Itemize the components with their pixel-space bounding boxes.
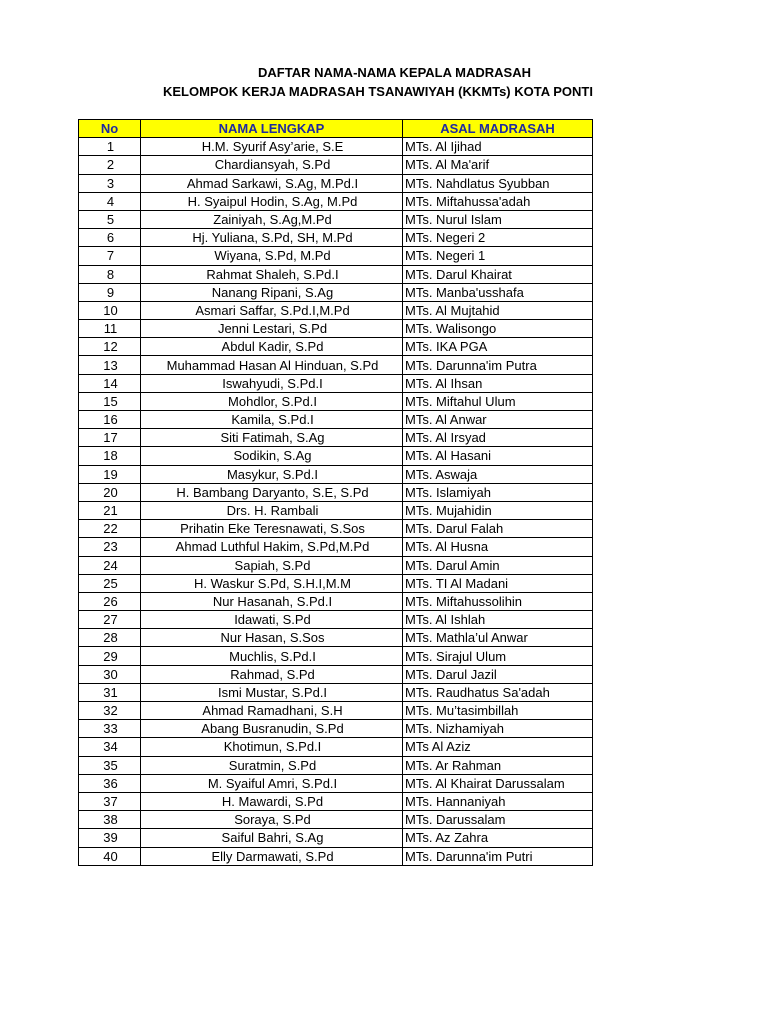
- row-number-cell: 35: [79, 756, 141, 774]
- table-row: [79, 447, 593, 465]
- madrasah-cell: MTs. Nahdlatus Syubban: [403, 174, 593, 192]
- row-number-cell: 6: [79, 229, 141, 247]
- full-name-cell: H. Syaipul Hodin, S.Ag, M.Pd: [141, 192, 403, 210]
- table-row: [79, 174, 593, 192]
- madrasah-cell: MTs. Al Khairat Darussalam: [403, 774, 593, 792]
- madrasah-cell: MTs. Darul Falah: [403, 520, 593, 538]
- document-title: DAFTAR NAMA-NAMA KEPALA MADRASAH: [258, 65, 531, 80]
- table-row: [79, 192, 593, 210]
- row-number-cell: 19: [79, 465, 141, 483]
- row-number-cell: 8: [79, 265, 141, 283]
- table-row: [79, 301, 593, 319]
- madrasah-cell: MTs. Negeri 1: [403, 247, 593, 265]
- row-number-cell: 1: [79, 138, 141, 156]
- full-name-cell: Drs. H. Rambali: [141, 501, 403, 519]
- table-row: [79, 210, 593, 228]
- full-name-cell: Rahmat Shaleh, S.Pd.I: [141, 265, 403, 283]
- full-name-cell: Rahmad, S.Pd: [141, 665, 403, 683]
- row-number-cell: 31: [79, 683, 141, 701]
- table-row: [79, 629, 593, 647]
- header-madrasah-origin: ASAL MADRASAH: [403, 120, 593, 138]
- full-name-cell: Jenni Lestari, S.Pd: [141, 320, 403, 338]
- table-row: [79, 283, 593, 301]
- full-name-cell: H.M. Syurif Asy’arie, S.E: [141, 138, 403, 156]
- row-number-cell: 38: [79, 811, 141, 829]
- full-name-cell: Prihatin Eke Teresnawati, S.Sos: [141, 520, 403, 538]
- table-row: [79, 702, 593, 720]
- madrasah-cell: MTs. Mujahidin: [403, 501, 593, 519]
- full-name-cell: Siti Fatimah, S.Ag: [141, 429, 403, 447]
- row-number-cell: 28: [79, 629, 141, 647]
- madrasah-cell: MTs. Mu’tasimbillah: [403, 702, 593, 720]
- madrasah-cell: MTs. Manba'usshafa: [403, 283, 593, 301]
- table-row: [79, 156, 593, 174]
- madrasah-cell: MTs. Miftahul Ulum: [403, 392, 593, 410]
- full-name-cell: Sodikin, S.Ag: [141, 447, 403, 465]
- row-number-cell: 4: [79, 192, 141, 210]
- madrasah-cell: MTs. Islamiyah: [403, 483, 593, 501]
- row-number-cell: 22: [79, 520, 141, 538]
- row-number-cell: 23: [79, 538, 141, 556]
- madrasah-cell: MTs. Al Ishlah: [403, 611, 593, 629]
- row-number-cell: 37: [79, 792, 141, 810]
- row-number-cell: 5: [79, 210, 141, 228]
- madrasah-cell: MTs. Darussalam: [403, 811, 593, 829]
- row-number-cell: 20: [79, 483, 141, 501]
- madrasah-cell: MTs. Mathla’ul Anwar: [403, 629, 593, 647]
- madrasah-cell: MTs. Negeri 2: [403, 229, 593, 247]
- full-name-cell: Soraya, S.Pd: [141, 811, 403, 829]
- row-number-cell: 21: [79, 501, 141, 519]
- table-header-row: [79, 120, 593, 138]
- table-row: [79, 756, 593, 774]
- row-number-cell: 16: [79, 411, 141, 429]
- madrasah-cell: MTs. Al Irsyad: [403, 429, 593, 447]
- table-row: [79, 538, 593, 556]
- table-row: [79, 483, 593, 501]
- full-name-cell: Abang Busranudin, S.Pd: [141, 720, 403, 738]
- full-name-cell: Idawati, S.Pd: [141, 611, 403, 629]
- madrasah-cell: MTs. Al Mujtahid: [403, 301, 593, 319]
- full-name-cell: Suratmin, S.Pd: [141, 756, 403, 774]
- header-full-name: NAMA LENGKAP: [141, 120, 403, 138]
- row-number-cell: 24: [79, 556, 141, 574]
- row-number-cell: 29: [79, 647, 141, 665]
- madrasah-cell: MTs. Hannaniyah: [403, 792, 593, 810]
- row-number-cell: 30: [79, 665, 141, 683]
- row-number-cell: 17: [79, 429, 141, 447]
- full-name-cell: Sapiah, S.Pd: [141, 556, 403, 574]
- full-name-cell: Chardiansyah, S.Pd: [141, 156, 403, 174]
- table-row: [79, 501, 593, 519]
- madrasah-cell: MTs. Al Ma'arif: [403, 156, 593, 174]
- table-row: [79, 356, 593, 374]
- table-row: [79, 247, 593, 265]
- madrasah-cell: MTs. Al Anwar: [403, 411, 593, 429]
- row-number-cell: 9: [79, 283, 141, 301]
- madrasah-cell: MTs. Al Ijihad: [403, 138, 593, 156]
- row-number-cell: 13: [79, 356, 141, 374]
- madrasah-cell: MTs. Miftahussolihin: [403, 592, 593, 610]
- table-row: [79, 738, 593, 756]
- table-row: [79, 465, 593, 483]
- row-number-cell: 15: [79, 392, 141, 410]
- full-name-cell: Nur Hasan, S.Sos: [141, 629, 403, 647]
- madrasah-cell: MTs. Miftahussa'adah: [403, 192, 593, 210]
- table-row: [79, 411, 593, 429]
- table-row: [79, 520, 593, 538]
- row-number-cell: 10: [79, 301, 141, 319]
- madrasah-cell: MTs Al Aziz: [403, 738, 593, 756]
- full-name-cell: Asmari Saffar, S.Pd.I,M.Pd: [141, 301, 403, 319]
- row-number-cell: 25: [79, 574, 141, 592]
- table-body: [79, 138, 593, 866]
- table-row: [79, 811, 593, 829]
- row-number-cell: 14: [79, 374, 141, 392]
- madrasah-cell: MTs. Darunna'im Putra: [403, 356, 593, 374]
- madrasah-cell: MTs. Ar Rahman: [403, 756, 593, 774]
- full-name-cell: Muhammad Hasan Al Hinduan, S.Pd: [141, 356, 403, 374]
- table-row: [79, 774, 593, 792]
- madrasah-cell: MTs. Az Zahra: [403, 829, 593, 847]
- full-name-cell: Khotimun, S.Pd.I: [141, 738, 403, 756]
- full-name-cell: Ismi Mustar, S.Pd.I: [141, 683, 403, 701]
- full-name-cell: H. Waskur S.Pd, S.H.I,M.M: [141, 574, 403, 592]
- full-name-cell: Kamila, S.Pd.I: [141, 411, 403, 429]
- madrasah-cell: MTs. Darul Jazil: [403, 665, 593, 683]
- row-number-cell: 32: [79, 702, 141, 720]
- table-row: [79, 429, 593, 447]
- full-name-cell: Nanang Ripani, S.Ag: [141, 283, 403, 301]
- table-row: [79, 574, 593, 592]
- full-name-cell: Ahmad Ramadhani, S.H: [141, 702, 403, 720]
- madrasah-cell: MTs. Al Husna: [403, 538, 593, 556]
- full-name-cell: H. Bambang Daryanto, S.E, S.Pd: [141, 483, 403, 501]
- row-number-cell: 12: [79, 338, 141, 356]
- table-row: [79, 138, 593, 156]
- full-name-cell: Mohdlor, S.Pd.I: [141, 392, 403, 410]
- madrasah-cell: MTs. Darul Amin: [403, 556, 593, 574]
- madrasah-cell: MTs. Raudhatus Sa'adah: [403, 683, 593, 701]
- row-number-cell: 33: [79, 720, 141, 738]
- madrasah-cell: MTs. Nurul Islam: [403, 210, 593, 228]
- table-row: [79, 592, 593, 610]
- row-number-cell: 18: [79, 447, 141, 465]
- table-row: [79, 647, 593, 665]
- madrasah-cell: MTs. Darul Khairat: [403, 265, 593, 283]
- row-number-cell: 2: [79, 156, 141, 174]
- document-subtitle: KELOMPOK KERJA MADRASAH TSANAWIYAH (KKMTs) KOTA PONTI: [163, 84, 593, 99]
- full-name-cell: Ahmad Luthful Hakim, S.Pd,M.Pd: [141, 538, 403, 556]
- row-number-cell: 40: [79, 847, 141, 865]
- full-name-cell: Nur Hasanah, S.Pd.I: [141, 592, 403, 610]
- row-number-cell: 27: [79, 611, 141, 629]
- row-number-cell: 26: [79, 592, 141, 610]
- row-number-cell: 36: [79, 774, 141, 792]
- madrasah-cell: MTs. Aswaja: [403, 465, 593, 483]
- table-row: [79, 338, 593, 356]
- madrasah-cell: MTs. TI Al Madani: [403, 574, 593, 592]
- table-row: [79, 392, 593, 410]
- row-number-cell: 3: [79, 174, 141, 192]
- principals-table: [78, 119, 593, 866]
- table-row: [79, 265, 593, 283]
- full-name-cell: Iswahyudi, S.Pd.I: [141, 374, 403, 392]
- madrasah-cell: MTs. Walisongo: [403, 320, 593, 338]
- table-row: [79, 683, 593, 701]
- full-name-cell: Abdul Kadir, S.Pd: [141, 338, 403, 356]
- row-number-cell: 34: [79, 738, 141, 756]
- full-name-cell: Saiful Bahri, S.Ag: [141, 829, 403, 847]
- row-number-cell: 39: [79, 829, 141, 847]
- full-name-cell: M. Syaiful Amri, S.Pd.I: [141, 774, 403, 792]
- madrasah-cell: MTs. Al Hasani: [403, 447, 593, 465]
- full-name-cell: H. Mawardi, S.Pd: [141, 792, 403, 810]
- full-name-cell: Masykur, S.Pd.I: [141, 465, 403, 483]
- madrasah-cell: MTs. Nizhamiyah: [403, 720, 593, 738]
- table-row: [79, 665, 593, 683]
- row-number-cell: 7: [79, 247, 141, 265]
- madrasah-cell: MTs. IKA PGA: [403, 338, 593, 356]
- table-row: [79, 229, 593, 247]
- madrasah-cell: MTs. Sirajul Ulum: [403, 647, 593, 665]
- table-row: [79, 792, 593, 810]
- table-row: [79, 847, 593, 865]
- table-row: [79, 374, 593, 392]
- full-name-cell: Muchlis, S.Pd.I: [141, 647, 403, 665]
- table-row: [79, 320, 593, 338]
- row-number-cell: 11: [79, 320, 141, 338]
- table-row: [79, 720, 593, 738]
- full-name-cell: Hj. Yuliana, S.Pd, SH, M.Pd: [141, 229, 403, 247]
- full-name-cell: Ahmad Sarkawi, S.Ag, M.Pd.I: [141, 174, 403, 192]
- header-no: No: [79, 120, 141, 138]
- table-row: [79, 611, 593, 629]
- full-name-cell: Elly Darmawati, S.Pd: [141, 847, 403, 865]
- table-row: [79, 829, 593, 847]
- full-name-cell: Wiyana, S.Pd, M.Pd: [141, 247, 403, 265]
- madrasah-cell: MTs. Al Ihsan: [403, 374, 593, 392]
- table-row: [79, 556, 593, 574]
- madrasah-cell: MTs. Darunna'im Putri: [403, 847, 593, 865]
- full-name-cell: Zainiyah, S.Ag,M.Pd: [141, 210, 403, 228]
